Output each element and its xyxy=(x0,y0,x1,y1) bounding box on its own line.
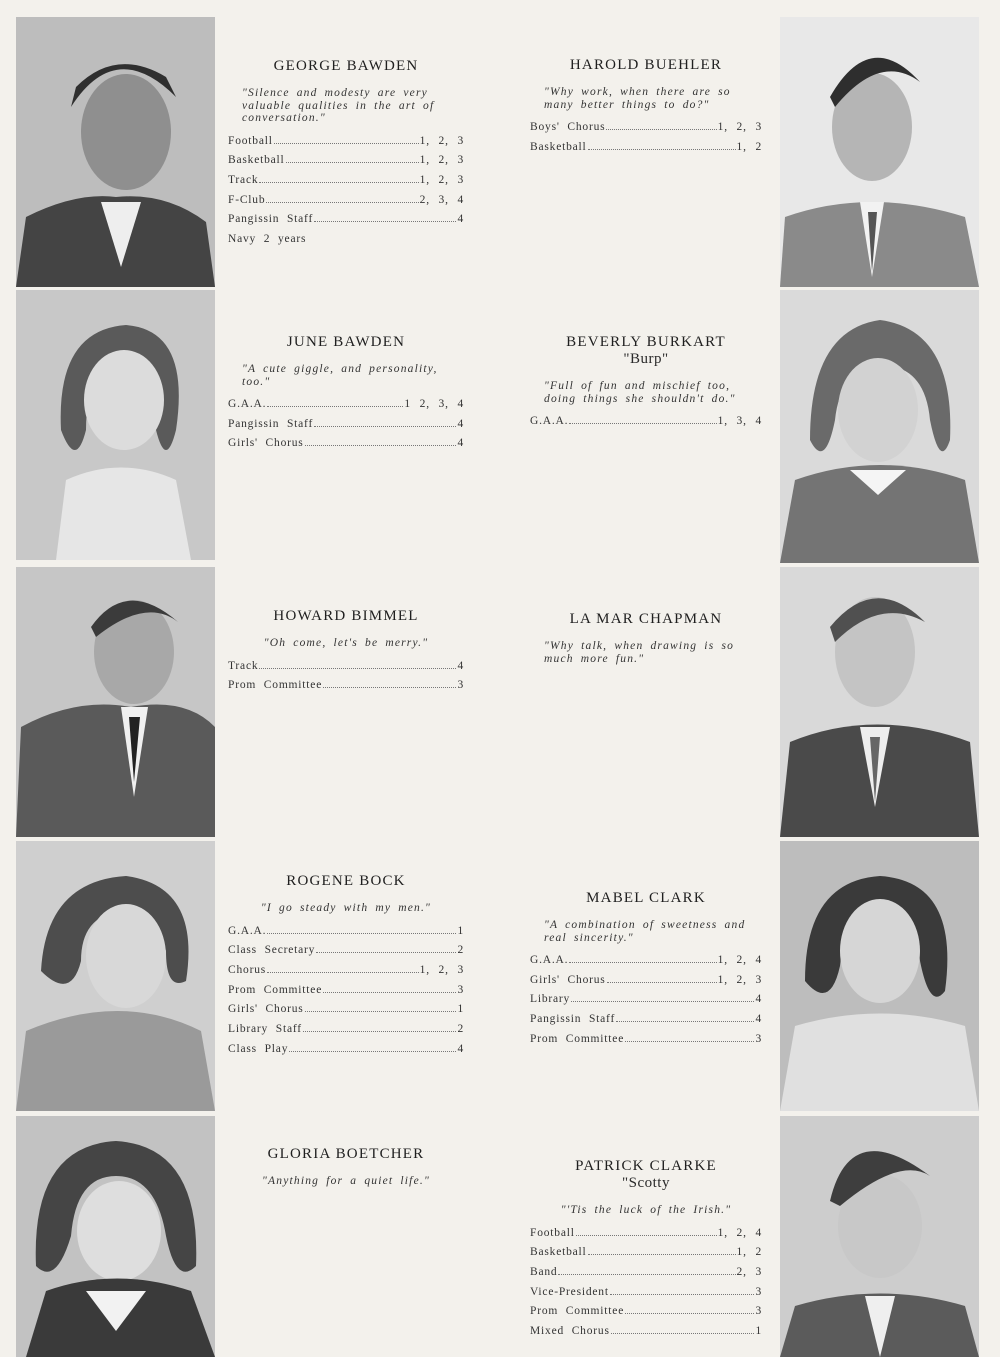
student-entry-june-bawden xyxy=(228,334,464,457)
student-name: JUNE BAWDEN xyxy=(286,334,406,350)
activity-item: Navy 2 years xyxy=(228,232,307,245)
activity-item: Prom Committee 3 xyxy=(530,1032,762,1045)
activity-item: Girls' Chorus 1, 2, 3 xyxy=(530,973,762,986)
portrait-photo-patrick-clarke xyxy=(780,1116,979,1357)
student-entry-mabel-clark xyxy=(530,890,762,1052)
activity-item: Class Secretary 2 xyxy=(228,944,464,957)
activity-item: F-Club 2, 3, 4 xyxy=(228,193,464,206)
student-nickname: "Burp" xyxy=(623,351,669,367)
student-entry-patrick-clarke xyxy=(530,1158,762,1345)
portrait-photo-rogene-bock xyxy=(16,841,215,1111)
student-entry-george-bawden xyxy=(228,58,464,253)
portrait-photo-beverly-burkart xyxy=(780,290,979,563)
activity-item: Track 4 xyxy=(228,659,464,672)
activity-item: Prom Committee 3 xyxy=(530,1305,762,1318)
activity-item: G.A.A. 1 2, 3, 4 xyxy=(228,398,464,410)
student-entry-gloria-boetcher xyxy=(228,1146,464,1198)
activity-list xyxy=(530,415,762,435)
student-name: HAROLD BUEHLER xyxy=(569,57,723,73)
activity-item: G.A.A. 1 xyxy=(228,924,464,937)
student-name: HOWARD BIMMEL xyxy=(273,608,419,624)
activity-item: Chorus 1, 2, 3 xyxy=(228,963,464,976)
activity-item: Prom Committee 3 xyxy=(228,679,464,692)
student-name: GLORIA BOETCHER xyxy=(267,1146,425,1162)
student-name: LA MAR CHAPMAN xyxy=(569,611,723,627)
activity-list xyxy=(530,1227,762,1345)
student-quote: "Why work, when there are so many better things to do?" xyxy=(544,86,731,111)
portrait-photo-harold-buehler xyxy=(780,17,979,287)
student-quote: "Anything for a quiet life." xyxy=(261,1175,430,1187)
activity-item: Boys' Chorus 1, 2, 3 xyxy=(530,121,762,133)
student-name: GEORGE BAWDEN xyxy=(273,58,419,74)
student-entry-howard-bimmel xyxy=(228,608,464,699)
activity-list xyxy=(228,398,464,457)
activity-item: Basketball 1, 2 xyxy=(530,1246,762,1259)
student-entry-beverly-burkart xyxy=(530,334,762,435)
activity-item: Girls' Chorus 4 xyxy=(228,437,464,450)
activity-item: Track 1, 2, 3 xyxy=(228,173,464,186)
student-quote: "A combination of sweetness and real sincerity." xyxy=(544,919,746,944)
activity-item: G.A.A. 1, 3, 4 xyxy=(530,415,762,427)
portrait-photo-george-bawden xyxy=(16,17,215,287)
student-name: PATRICK CLARKE xyxy=(575,1158,717,1174)
student-entry-la-mar-chapman xyxy=(530,611,762,675)
student-quote: "Full of fun and mischief too, doing things she shouldn't do." xyxy=(544,380,736,405)
student-quote: "'Tis the luck of the Irish." xyxy=(560,1204,732,1216)
activity-list xyxy=(530,121,762,160)
student-quote: "Why talk, when drawing is so much more fun." xyxy=(544,640,735,665)
activity-item: Library 4 xyxy=(530,993,762,1006)
portrait-photo-gloria-boetcher xyxy=(16,1116,215,1357)
student-name: BEVERLY BURKART xyxy=(566,334,726,350)
activity-item: Pangissin Staff 4 xyxy=(228,417,464,430)
student-quote: "I go steady with my men." xyxy=(260,902,432,914)
student-quote: "Silence and modesty are very valuable qualities in the art of conversation." xyxy=(242,87,435,124)
student-quote: "Oh come, let's be merry." xyxy=(263,637,429,649)
portrait-photo-june-bawden xyxy=(16,290,215,560)
activity-item: Library Staff 2 xyxy=(228,1022,464,1035)
activity-item: Band 2, 3 xyxy=(530,1265,762,1278)
activity-list xyxy=(228,135,464,253)
student-entry-harold-buehler xyxy=(530,57,762,160)
student-nickname: "Scotty xyxy=(622,1175,670,1191)
activity-item: Football 1, 2, 4 xyxy=(530,1226,762,1239)
activity-item: Mixed Chorus 1 xyxy=(530,1324,762,1337)
activity-list xyxy=(228,660,464,699)
student-name: ROGENE BOCK xyxy=(286,873,406,889)
activity-list xyxy=(530,954,762,1052)
student-quote: "A cute giggle, and personality, too." xyxy=(242,363,438,388)
activity-item: Class Play 4 xyxy=(228,1042,464,1055)
activity-item: G.A.A. 1, 2, 4 xyxy=(530,954,762,966)
activity-item: Girls' Chorus 1 xyxy=(228,1003,464,1016)
activity-list xyxy=(228,925,464,1063)
activity-item: Prom Committee 3 xyxy=(228,983,464,996)
activity-item: Basketball 1, 2 xyxy=(530,140,762,153)
portrait-photo-mabel-clark xyxy=(780,841,979,1111)
activity-item: Vice-President 3 xyxy=(530,1285,762,1298)
activity-item: Basketball 1, 2, 3 xyxy=(228,154,464,167)
activity-item: Football 1, 2, 3 xyxy=(228,134,464,147)
student-name: MABEL CLARK xyxy=(586,890,706,906)
activity-item: Pangissin Staff 4 xyxy=(228,213,464,226)
portrait-photo-la-mar-chapman xyxy=(780,567,979,837)
portrait-photo-howard-bimmel xyxy=(16,567,215,837)
student-entry-rogene-bock xyxy=(228,873,464,1062)
activity-item: Pangissin Staff 4 xyxy=(530,1013,762,1026)
